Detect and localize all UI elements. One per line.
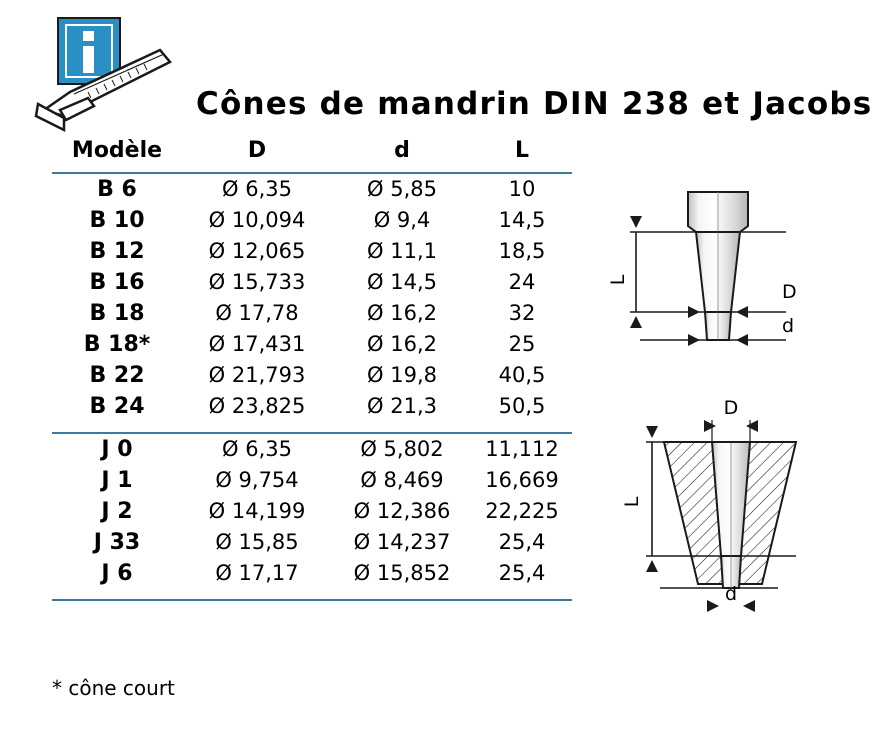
cell-D: Ø 12,065 [208, 239, 306, 263]
cell-d: Ø 16,2 [367, 332, 437, 356]
cell-d: Ø 15,852 [353, 561, 451, 585]
column-header-d: d [394, 138, 410, 163]
spec-table-wrapper [52, 135, 572, 601]
cell-d: Ø 9,4 [373, 208, 431, 232]
cell-model: B 18 [89, 301, 145, 326]
table-row [52, 267, 572, 298]
column-header-L: L [514, 138, 530, 163]
cell-L: 25 [508, 332, 536, 356]
cell-d: Ø 14,237 [353, 530, 451, 554]
table-row [52, 236, 572, 267]
table-row [52, 465, 572, 496]
diagram-panel [600, 180, 880, 650]
column-header-D: D [247, 138, 267, 163]
cell-D: Ø 17,78 [215, 301, 299, 325]
cell-D: Ø 6,35 [222, 177, 292, 201]
cell-D: Ø 21,793 [208, 363, 306, 387]
label-D-bottom: D [723, 397, 739, 419]
label-D-top: D [782, 281, 797, 303]
cell-d: Ø 12,386 [353, 499, 451, 523]
cell-d: Ø 5,85 [367, 177, 437, 201]
info-caliper-icon [30, 14, 180, 132]
page-title: Cônes de mandrin DIN 238 et Jacobs [196, 86, 873, 122]
cell-model: J 2 [101, 499, 133, 524]
cell-L: 18,5 [498, 239, 546, 263]
taper-diagrams-svg [600, 180, 880, 650]
cell-L: 25,4 [498, 530, 546, 554]
table-header-row [52, 135, 572, 172]
cell-D: Ø 10,094 [208, 208, 306, 232]
cell-model: J 6 [101, 561, 133, 586]
cell-d: Ø 14,5 [367, 270, 437, 294]
bottom-rule [52, 599, 572, 601]
cone-spec-table [52, 135, 572, 601]
group-spacer [52, 589, 572, 599]
label-d-bottom: d [724, 583, 738, 605]
cell-L: 11,112 [485, 437, 559, 461]
document-header [0, 0, 893, 135]
label-L-bottom: L [621, 496, 643, 508]
cell-L: 50,5 [498, 394, 546, 418]
cell-d: Ø 16,2 [367, 301, 437, 325]
cell-model: B 24 [89, 394, 145, 419]
cell-L: 10 [508, 177, 536, 201]
cell-L: 16,669 [485, 468, 559, 492]
cell-d: Ø 8,469 [360, 468, 444, 492]
cell-d: Ø 21,3 [367, 394, 437, 418]
column-header-model: Modèle [71, 138, 163, 163]
table-row [52, 298, 572, 329]
cell-D: Ø 17,17 [215, 561, 299, 585]
table-row [52, 496, 572, 527]
table-row [52, 434, 572, 465]
table-row [52, 360, 572, 391]
label-d-top: d [782, 315, 795, 337]
cell-L: 24 [508, 270, 536, 294]
cell-L: 22,225 [485, 499, 559, 523]
taper-socket-section-diagram [621, 397, 796, 612]
cell-model: J 1 [101, 468, 133, 493]
cell-model: J 33 [93, 530, 141, 555]
footnote: * cône court [52, 676, 175, 700]
cell-model: B 10 [89, 208, 145, 233]
cell-model: B 22 [89, 363, 145, 388]
cell-D: Ø 15,85 [215, 530, 299, 554]
cell-L: 25,4 [498, 561, 546, 585]
cell-L: 14,5 [498, 208, 546, 232]
cell-D: Ø 15,733 [208, 270, 306, 294]
table-row [52, 527, 572, 558]
label-L-top: L [607, 274, 629, 286]
cell-D: Ø 17,431 [208, 332, 306, 356]
table-row [52, 558, 572, 589]
cell-model: B 16 [89, 270, 145, 295]
cell-model: B 12 [89, 239, 145, 264]
cell-L: 40,5 [498, 363, 546, 387]
cell-model: J 0 [101, 437, 133, 462]
table-row [52, 329, 572, 360]
cell-d: Ø 5,802 [360, 437, 444, 461]
cell-D: Ø 6,35 [222, 437, 292, 461]
group-spacer [52, 422, 572, 432]
cell-model: B 18* [83, 332, 151, 357]
table-row [52, 391, 572, 422]
cell-L: 32 [508, 301, 536, 325]
table-row [52, 174, 572, 205]
cell-d: Ø 11,1 [367, 239, 437, 263]
cell-D: Ø 23,825 [208, 394, 306, 418]
table-row [52, 205, 572, 236]
cell-D: Ø 14,199 [208, 499, 306, 523]
cell-model: B 6 [97, 177, 137, 202]
cell-D: Ø 9,754 [215, 468, 299, 492]
taper-shank-diagram [607, 192, 797, 346]
cell-d: Ø 19,8 [367, 363, 437, 387]
